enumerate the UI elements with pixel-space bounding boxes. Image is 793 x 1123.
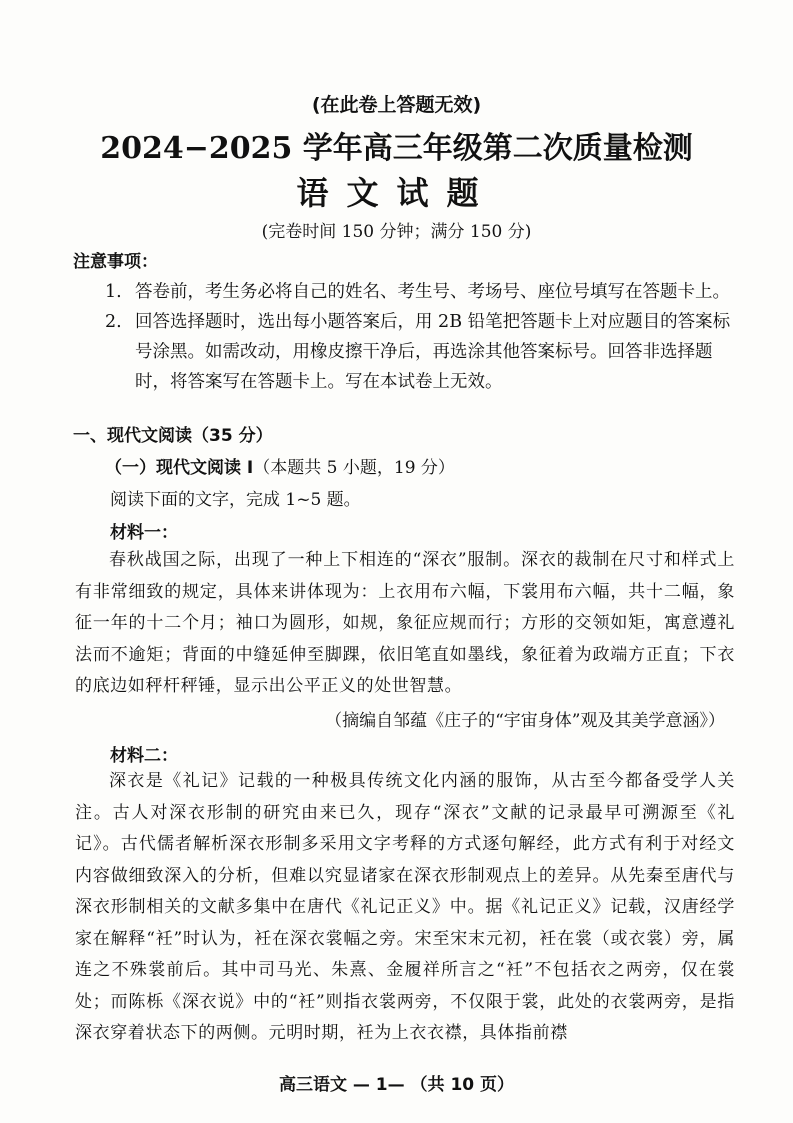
invalid-answer-note: (在此卷上答题无效) bbox=[311, 94, 482, 116]
material2-label: 材料二： bbox=[110, 746, 178, 766]
section-title: 一、现代文阅读（35 分） bbox=[73, 426, 273, 446]
page-footer: 高三语文 — 1— （共 10 页） bbox=[278, 1075, 515, 1095]
material1-text: 春秋战国之际，出现了一种上下相连的“深衣”服制。深衣的裁制在尺寸和样式上有非常细致的规定，具体来讲体现为：上衣用布六幅，下裳用布六幅，共十二幅，象征一年的十二个月；袖口为圆形，如规，象征应规而行；方形的交领如矩，寓意遵礼法而不逾矩；背面的中缝延伸至脚踝，依旧笔直如墨线，象征着为政端方正直；下衣的底边如秤杆秤锤，显示出公平正义的处世智慧。 bbox=[75, 550, 735, 696]
notice-item-text: 答卷前，考生务必将自己的姓名、考生号、考场号、座位号填写在答题卡上。 bbox=[135, 282, 730, 302]
notice-item-number: 2. bbox=[105, 312, 122, 332]
material2-text: 深衣是《礼记》记载的一种极具传统文化内涵的服饰，从古至今都备受学人关注。古人对深衣形制的研究由来已久，现存“深衣”文献的记录最早可溯源至《礼记》。古代儒者解析深衣形制多采用文字考释的方式逐句解经，此方式有利于对经文内容做细致深入的分析，但难以究显诸家在深衣形制观点上的差异。从先秦至唐代与深衣形制相关的文献多集中在唐代《礼记正义》中。据《礼记正义》记载，汉唐经学家在解释“衽”时认为，衽在深衣裳幅之旁。宋至宋末元初，衽在裳（或衣裳）旁，属连之不殊裳前后。其中司马光、朱熹、金履祥所言之“衽”不包括衣之两旁，仅在裳处；而陈栎《深衣说》中的“衽”则指衣裳两旁，不仅限于裳，此处的衣裳两旁，是指深衣穿着状态下的两侧。元明时期，衽为上衣衣襟，具体指前襟 bbox=[75, 771, 735, 1043]
notice-list bbox=[105, 277, 745, 397]
reading-instruction: 阅读下面的文字，完成 1~5 题。 bbox=[110, 490, 361, 510]
subsection-title-bold: （一）现代文阅读 I bbox=[105, 458, 254, 478]
notice-item-text: 回答选择题时，选出每小题答案后，用 2B 铅笔把答题卡上对应题目的答案标号涂黑。如需改动，用橡皮擦干净后，再选涂其他答案标号。回答非选择题时，将答案写在答题卡上。写在本试卷上无效。 bbox=[135, 312, 731, 392]
exam-time-info: (完卷时间 150 分钟；满分 150 分) bbox=[261, 222, 532, 242]
notice-item bbox=[105, 277, 745, 307]
notice-item bbox=[105, 307, 745, 397]
subject-title: 语文试题 bbox=[296, 174, 497, 212]
exam-title: 2024−2025 学年高三年级第二次质量检测 bbox=[100, 131, 693, 166]
material1-label: 材料一： bbox=[110, 523, 178, 543]
subsection-title-detail: （本题共 5 小题，19 分） bbox=[253, 458, 455, 478]
notice-title: 注意事项： bbox=[73, 252, 158, 272]
notice-item-number: 1. bbox=[105, 282, 122, 302]
subsection-title bbox=[105, 453, 455, 478]
material1-source: （摘编自邹蕴《庄子的“宇宙身体”观及其美学意涵》） bbox=[325, 711, 725, 731]
